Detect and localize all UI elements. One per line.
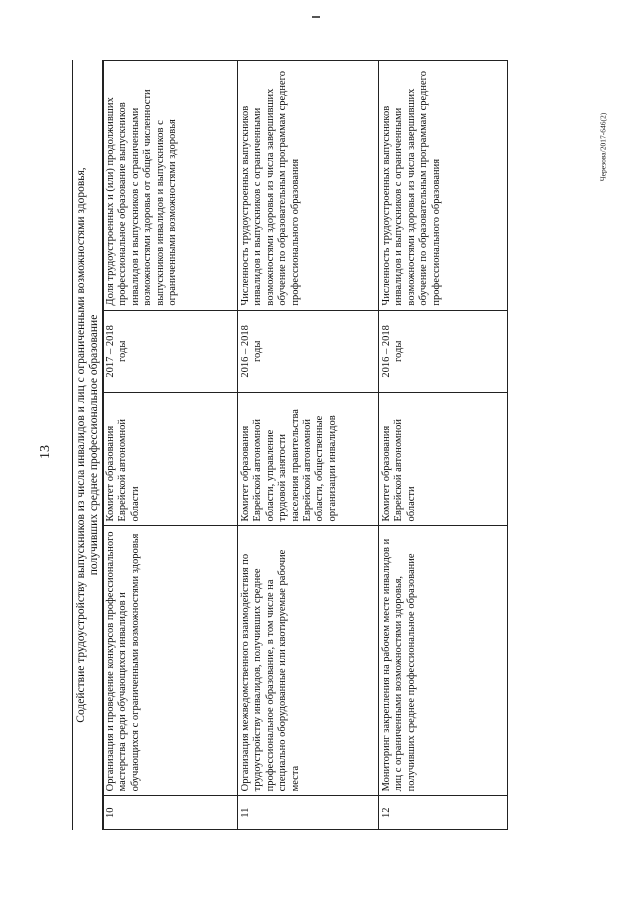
executor-cell: Комитет образования Еврейской автономной области	[379, 393, 508, 526]
section-heading	[72, 60, 104, 830]
table-row	[238, 61, 379, 830]
rotated-table-page	[72, 60, 522, 830]
row-number: 12	[379, 796, 508, 830]
section-heading-line1: Содействие трудоустройству выпускников из числа инвалидов и лиц с ограниченными возможностями здоровья,	[75, 167, 87, 723]
row-number: 10	[103, 796, 238, 830]
activity-cell: Организация и проведение конкурсов профессионального мастерства среди обучающихся инвалидов и обучающихся с ограниченными возможностями здоровья	[103, 526, 238, 796]
indicator-cell: Доля трудоустроенных и (или) продолживших профессиональное образование выпускников инвалидов и выпускников с ограниченными возможностями здоровья от общей численности выпускников инвалидов и выпускников с ограниченными возможностями здоровья	[103, 61, 238, 311]
activity-cell: Организация межведомственного взаимодействия по трудоустройству инвалидов, получивших среднее профессиональное образование, в том числе на специально оборудованные или квотируемые рабочие места	[238, 526, 379, 796]
indicator-cell: Численность трудоустроенных выпускников инвалидов и выпускников с ограниченными возможностями здоровья из числа завершивших обучение по образовательным программам среднего профессионального образования	[238, 61, 379, 311]
scan-mark	[312, 16, 320, 18]
executor-cell: Комитет образования Еврейской автономной области, управление трудовой занятости населения правительства Еврейской автономной области, общественные организации инвалидов	[238, 393, 379, 526]
activity-cell: Мониторинг закрепления на рабочем месте инвалидов и лиц с ограниченными возможностями здоровья, получивших среднее профессиональное образование	[379, 526, 508, 796]
page-number: 13	[38, 445, 53, 459]
table-row	[103, 61, 238, 830]
indicator-cell: Численность трудоустроенных выпускников инвалидов и выпускников с ограниченными возможностями здоровья из числа завершивших обучение по образовательным программам среднего профессионального образования	[379, 61, 508, 311]
period-cell: 2016 – 2018 годы	[379, 310, 508, 393]
period-cell: 2017 – 2018 годы	[103, 310, 238, 393]
executor-cell: Комитет образования Еврейской автономной области	[103, 393, 238, 526]
section-heading-line2: получивших среднее профессиональное образование	[88, 314, 100, 576]
table-row	[379, 61, 508, 830]
measures-table	[102, 60, 508, 830]
period-cell: 2016 – 2018 годы	[238, 310, 379, 393]
row-number: 11	[238, 796, 379, 830]
document-code: Черезова/2017-646(2)	[598, 112, 608, 182]
